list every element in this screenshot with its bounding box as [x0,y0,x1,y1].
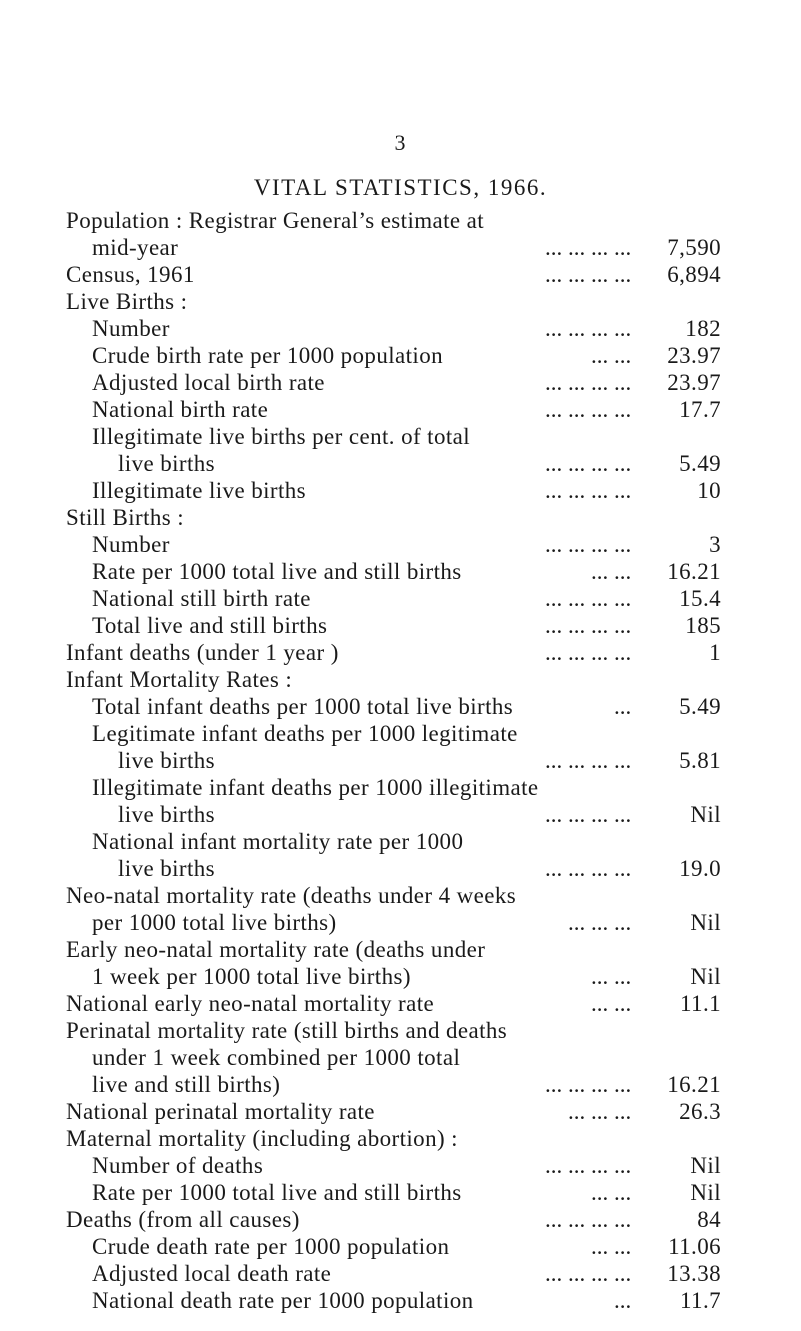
statistic-row [0,558,801,585]
statistic-label: Maternal mortality (including abortion) : [66,1126,458,1151]
statistic-label: Crude birth rate per 1000 population [92,343,444,368]
statistic-value: 11.06 [668,1234,721,1259]
statistic-label: live births [118,451,216,476]
statistic-label: Still Births : [66,505,185,530]
statistic-label: National death rate per 1000 population [92,1288,474,1313]
statistic-row [0,909,801,936]
statistic-label: Number of deaths [92,1153,264,1178]
statistic-label: 1 week per 1000 total live births) [92,964,411,989]
statistic-label: Population : Registrar General’s estimate at [66,208,485,233]
statistic-row [0,1206,801,1233]
statistic-label: Crude death rate per 1000 population [92,1234,450,1259]
statistic-row [0,450,801,477]
statistic-label: Number [92,532,170,557]
statistic-value: 7,590 [667,235,721,260]
leader-dots: ... ... ... ... [545,586,632,611]
statistic-label: Illegitimate live births [92,478,306,503]
leader-dots: ... [614,1288,632,1313]
statistic-value: 5.81 [679,748,721,773]
statistic-value: 11.7 [680,1288,721,1313]
statistic-label: Total live and still births [92,613,328,638]
statistic-row [0,747,801,774]
statistic-value: 84 [697,1207,721,1232]
statistic-value: 11.1 [680,991,721,1016]
statistic-value: 1 [709,640,721,665]
statistic-row [0,396,801,423]
leader-dots: ... [614,694,632,719]
statistic-label: Infant deaths (under 1 year ) [66,640,339,665]
leader-dots: ... ... [591,343,632,368]
leader-dots: ... ... ... ... [545,1153,632,1178]
leader-dots: ... ... ... ... [545,370,632,395]
statistic-label: mid-year [92,235,179,260]
statistic-row [0,720,801,747]
leader-dots: ... ... [591,991,632,1016]
leader-dots: ... ... ... ... [545,262,632,287]
statistic-value: 5.49 [679,451,721,476]
statistic-row [0,639,801,666]
statistic-row [0,1071,801,1098]
leader-dots: ... ... ... [568,1099,632,1124]
statistic-label: Adjusted local birth rate [92,370,325,395]
statistic-row [0,936,801,963]
statistic-label: under 1 week combined per 1000 total [92,1045,461,1070]
statistic-value: 3 [709,532,721,557]
statistic-label: National birth rate [92,397,269,422]
statistic-row [0,612,801,639]
statistic-value: 16.21 [667,1072,721,1097]
page-number: 3 [394,130,407,155]
statistic-value: Nil [690,964,721,989]
statistic-row [0,234,801,261]
statistic-row [0,990,801,1017]
statistic-row [0,1287,801,1314]
statistic-label: Perinatal mortality rate (still births and deaths [66,1018,508,1043]
statistic-label: Adjusted local death rate [92,1261,332,1286]
leader-dots: ... ... ... ... [545,478,632,503]
statistic-row [0,1125,801,1152]
statistic-label: live births [118,748,216,773]
statistic-row [0,1233,801,1260]
statistic-label: Early neo-natal mortality rate (deaths under [66,937,486,962]
statistic-label: live and still births) [92,1072,281,1097]
statistic-label: live births [118,802,216,827]
leader-dots: ... ... ... ... [545,1261,632,1286]
statistic-row [0,828,801,855]
statistic-row [0,1260,801,1287]
statistic-label: National still birth rate [92,586,311,611]
statistic-value: Nil [690,910,721,935]
statistic-row [0,666,801,693]
statistic-value: 10 [697,478,721,503]
leader-dots: ... ... ... ... [545,451,632,476]
statistic-row [0,342,801,369]
statistic-label: Number [92,316,170,341]
statistic-row [0,693,801,720]
statistic-value: 185 [685,613,721,638]
leader-dots: ... ... ... ... [545,613,632,638]
leader-dots: ... ... ... ... [545,316,632,341]
statistic-value: 23.97 [667,370,721,395]
leader-dots: ... ... [591,964,632,989]
statistic-row [0,963,801,990]
leader-dots: ... ... ... ... [545,235,632,260]
statistic-row [0,288,801,315]
statistic-row [0,774,801,801]
statistic-row [0,1098,801,1125]
statistic-row [0,369,801,396]
statistic-row [0,423,801,450]
statistic-value: 16.21 [667,559,721,584]
statistic-label: National infant mortality rate per 1000 [92,829,464,854]
statistic-row [0,1044,801,1071]
statistic-row [0,1017,801,1044]
leader-dots: ... ... ... ... [545,532,632,557]
statistic-value: 5.49 [679,694,721,719]
statistic-label: Infant Mortality Rates : [66,667,293,692]
statistic-value: 17.7 [679,397,721,422]
statistic-value: 19.0 [679,856,721,881]
statistic-label: National perinatal mortality rate [66,1099,375,1124]
statistic-label: Illegitimate live births per cent. of total [92,424,471,449]
statistic-value: 15.4 [679,586,721,611]
statistic-value: Nil [690,1180,721,1205]
leader-dots: ... ... [591,559,632,584]
statistic-row [0,531,801,558]
leader-dots: ... ... ... ... [545,1207,632,1232]
statistic-row [0,855,801,882]
leader-dots: ... ... ... ... [545,640,632,665]
leader-dots: ... ... ... ... [545,802,632,827]
statistic-label: live births [118,856,216,881]
statistic-row [0,585,801,612]
statistic-label: Live Births : [66,289,188,314]
leader-dots: ... ... ... ... [545,397,632,422]
statistic-label: Deaths (from all causes) [66,1207,300,1232]
leader-dots: ... ... ... [568,910,632,935]
statistic-row [0,477,801,504]
leader-dots: ... ... ... ... [545,748,632,773]
statistic-row [0,1179,801,1206]
statistic-value: Nil [690,802,721,827]
leader-dots: ... ... [591,1234,632,1259]
statistic-value: 6,894 [667,262,721,287]
page-title: VITAL STATISTICS, 1966. [253,175,548,200]
statistic-row [0,315,801,342]
leader-dots: ... ... ... ... [545,1072,632,1097]
statistic-row [0,504,801,531]
statistic-row [0,801,801,828]
statistic-value: 26.3 [679,1099,721,1124]
statistic-label: Census, 1961 [66,262,195,287]
statistic-row [0,1152,801,1179]
statistic-label: Legitimate infant deaths per 1000 legitimate [92,721,518,746]
statistic-value: 13.38 [667,1261,721,1286]
statistic-label: Rate per 1000 total live and still births [92,1180,462,1205]
statistic-row [0,207,801,234]
statistic-label: Total infant deaths per 1000 total live births [92,694,514,719]
leader-dots: ... ... ... ... [545,856,632,881]
statistic-value: 23.97 [667,343,721,368]
statistic-value: 182 [685,316,721,341]
statistic-label: Neo-natal mortality rate (deaths under 4 weeks [66,883,517,908]
statistic-row [0,261,801,288]
statistic-row [0,882,801,909]
statistic-label: National early neo-natal mortality rate [66,991,435,1016]
statistic-label: per 1000 total live births) [92,910,337,935]
statistic-label: Illegitimate infant deaths per 1000 illegitimate [92,775,539,800]
statistics-list [0,207,801,1314]
leader-dots: ... ... [591,1180,632,1205]
statistic-value: Nil [690,1153,721,1178]
statistic-label: Rate per 1000 total live and still births [92,559,462,584]
